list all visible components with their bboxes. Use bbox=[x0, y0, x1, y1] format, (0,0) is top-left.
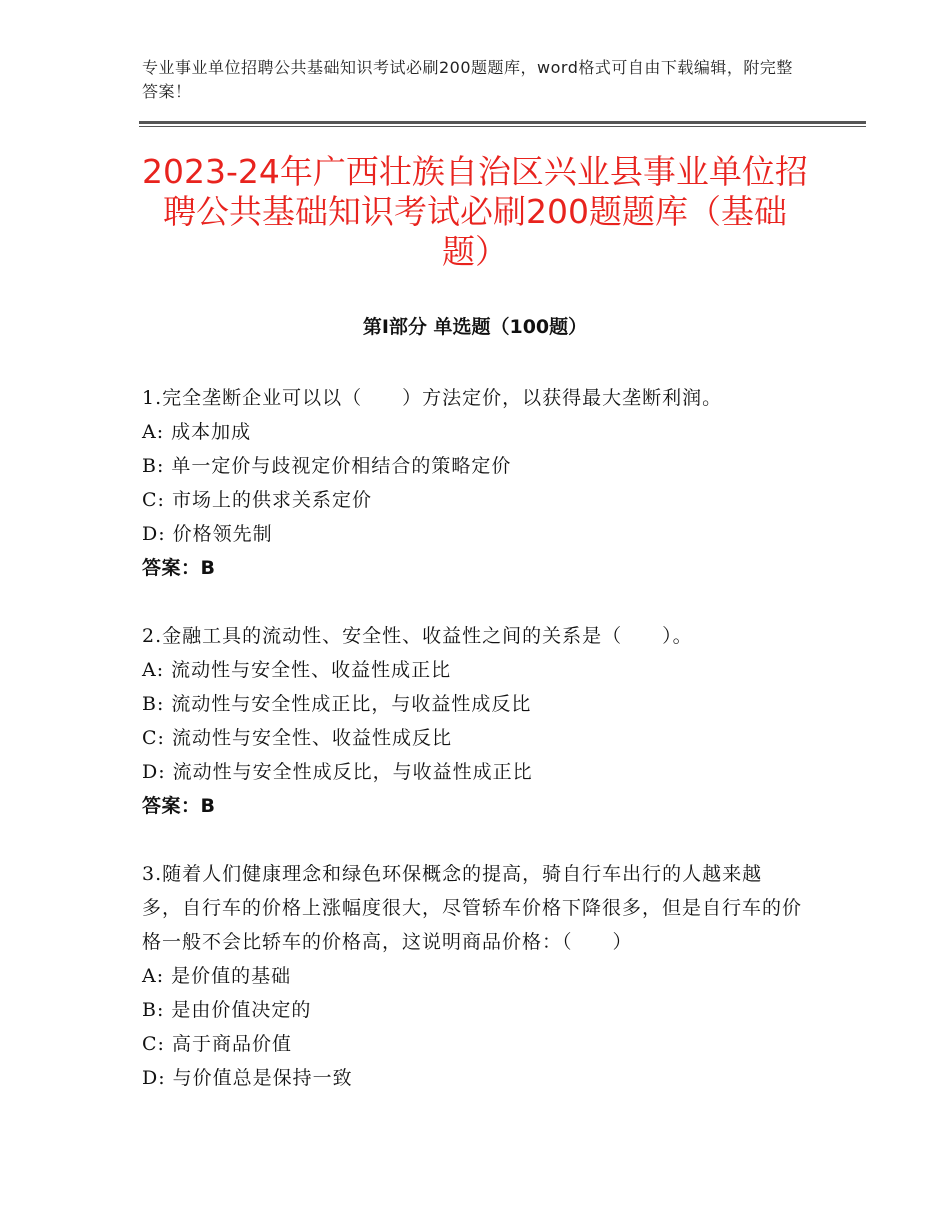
option-b: B: 流动性与安全性成正比，与收益性成反比 bbox=[142, 693, 532, 715]
question-1 bbox=[142, 381, 802, 585]
option-a: A: 流动性与安全性、收益性成正比 bbox=[142, 659, 452, 681]
header-note: 专业事业单位招聘公共基础知识考试必刷200题题库，word格式可自由下载编辑，附完整答案！ bbox=[142, 58, 793, 101]
header-divider-thin bbox=[139, 126, 866, 127]
document-title: 2023-24年广西壮族自治区兴业县事业单位招聘公共基础知识考试必刷200题题库（基础题） bbox=[142, 152, 808, 271]
option-d: D: 流动性与安全性成反比，与收益性成正比 bbox=[142, 761, 533, 783]
section-title: 第Ⅰ部分 单选题（100题） bbox=[362, 316, 588, 338]
question-2 bbox=[142, 619, 802, 823]
option-d: D: 与价值总是保持一致 bbox=[142, 1067, 353, 1089]
question-stem: 1.完全垄断企业可以以（ ）方法定价，以获得最大垄断利润。 bbox=[142, 387, 723, 409]
answer-text: 答案：B bbox=[142, 557, 216, 579]
option-a: A: 是价值的基础 bbox=[142, 965, 292, 987]
question-3 bbox=[142, 857, 802, 1095]
option-b: B: 单一定价与歧视定价相结合的策略定价 bbox=[142, 455, 512, 477]
option-b: B: 是由价值决定的 bbox=[142, 999, 312, 1021]
option-c: C: 高于商品价值 bbox=[142, 1033, 292, 1055]
question-stem: 3.随着人们健康理念和绿色环保概念的提高，骑自行车出行的人越来越多，自行车的价格上涨幅度很大，尽管轿车价格下降很多，但是自行车的价格一般不会比轿车的价格高，这说明商品价格：（ ） bbox=[142, 863, 803, 953]
option-c: C: 流动性与安全性、收益性成反比 bbox=[142, 727, 452, 749]
option-c: C: 市场上的供求关系定价 bbox=[142, 489, 372, 511]
option-d: D: 价格领先制 bbox=[142, 523, 273, 545]
question-stem: 2.金融工具的流动性、安全性、收益性之间的关系是（ ）。 bbox=[142, 625, 693, 647]
option-a: A: 成本加成 bbox=[142, 421, 252, 443]
header-divider-thick bbox=[139, 121, 866, 124]
answer-text: 答案：B bbox=[142, 795, 216, 817]
